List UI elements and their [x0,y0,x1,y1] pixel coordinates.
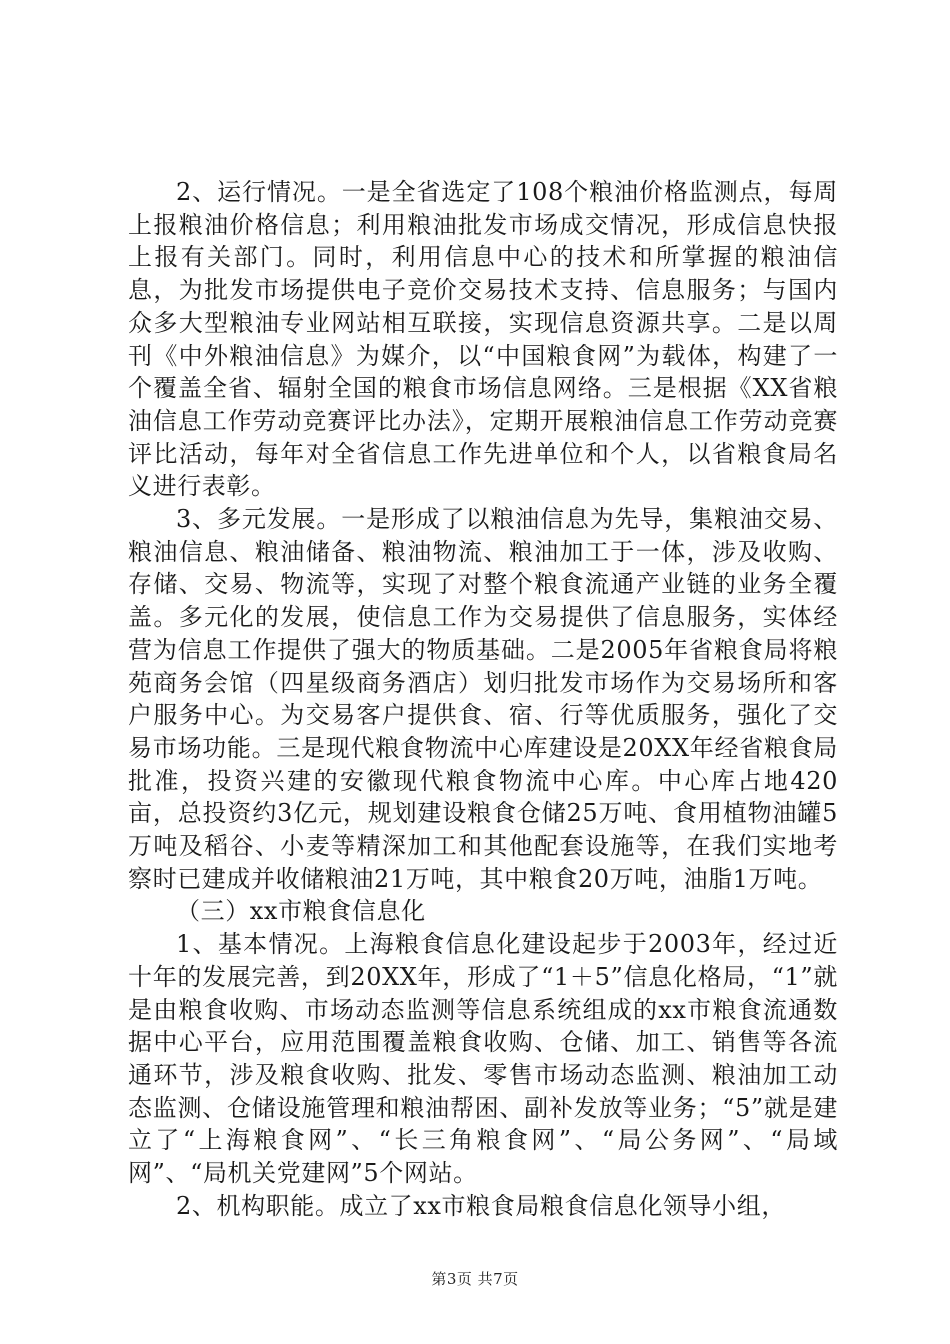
document-body [128,176,838,1223]
paragraph-institution-functions: 2、机构职能。成立了xx市粮食局粮食信息化领导小组， [176,1191,786,1220]
page-number-footer: 第3页 共7页 [431,1270,519,1288]
paragraph-diversified-development: 3、多元发展。一是形成了以粮油信息为先导，集粮油交易、粮油信息、粮油储备、粮油物流、粮油加工于一体，涉及收购、存储、交易、物流等，实现了对整个粮食流通产业链的业务全覆盖。多元化的发展，使信息工作为交易提供了信息服务，实体经营为信息工作提供了强大的物质基础。二是2005年省粮食局将粮苑商务会馆（四星级商务酒店）划归批发市场作为交易场所和客户服务中心。为交易客户提供食、宿、行等优质服务，强化了交易市场功能。三是现代粮食物流中心库建设是20XX年经省粮食局批准，投资兴建的安徽现代粮食物流中心库。中心库占地420亩，总投资约3亿元，规划建设粮食仓储25万吨、食用植物油罐5万吨及稻谷、小麦等精深加工和其他配套设施等，在我们实地考察时已建成并收储粮油21万吨，其中粮食20万吨，油脂1万吨。 [128,505,838,893]
paragraph-basic-situation: 1、基本情况。上海粮食信息化建设起步于2003年，经过近十年的发展完善，到20XX年，形成了“1＋5”信息化格局，“1”就是由粮食收购、市场动态监测等信息系统组成的xx市粮食流通数据中心平台，应用范围覆盖粮食收购、仓储、加工、销售等各流通环节，涉及粮食收购、批发、零售市场动态监测、粮油加工动态监测、仓储设施管理和粮油帮困、副补发放等业务；“5”就是建立了“上海粮食网”、“长三角粮食网”、“局公务网”、“局域网”、“局机关党建网”5个网站。 [128,930,838,1188]
section-heading: （三）xx市粮食信息化 [176,897,426,926]
paragraph-operation-status: 2、运行情况。一是全省选定了108个粮油价格监测点，每周上报粮油价格信息；利用粮油批发市场成交情况，形成信息快报上报有关部门。同时，利用信息中心的技术和所掌握的粮油信息，为批发市场提供电子竞价交易技术支持、信息服务；与国内众多大型粮油专业网站相互联接，实现信息资源共享。二是以周刊《中外粮油信息》为媒介，以“中国粮食网”为载体，构建了一个覆盖全省、辐射全国的粮食市场信息网络。三是根据《XX省粮油信息工作劳动竞赛评比办法》，定期开展粮油信息工作劳动竞赛评比活动，每年对全省信息工作先进单位和个人，以省粮食局名义进行表彰。 [128,178,838,501]
